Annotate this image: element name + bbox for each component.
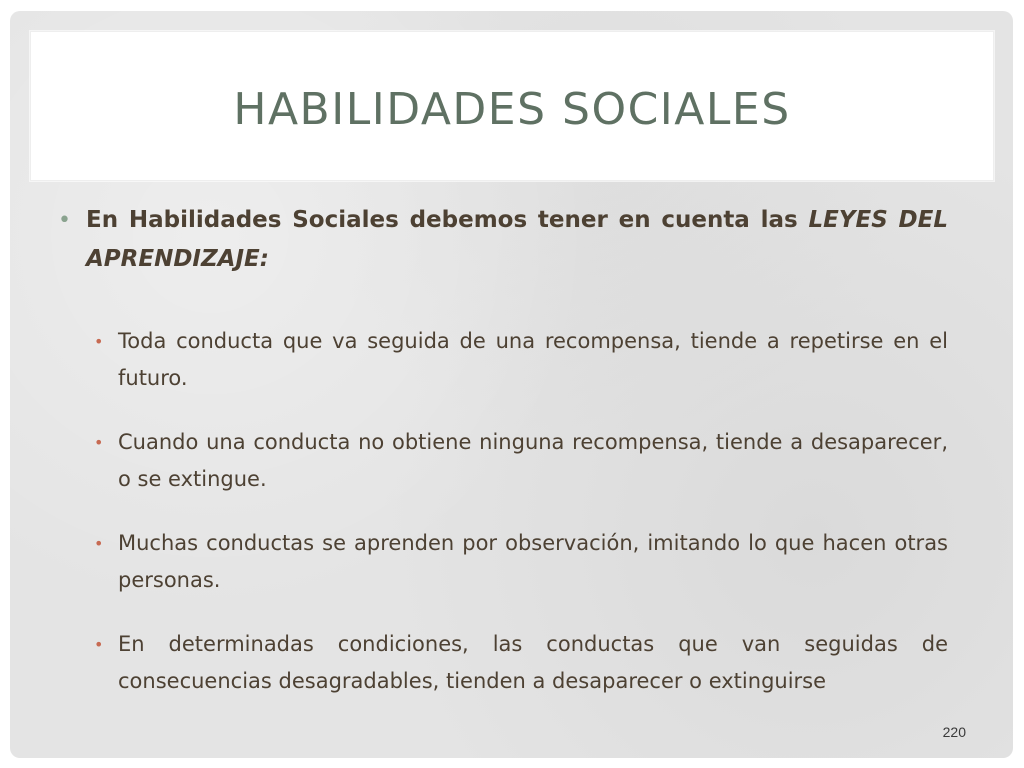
sub-point-text: Cuando una conducta no obtiene ninguna recompensa, tiende a desaparecer, o se extingue. (118, 430, 948, 491)
bullet-icon: • (94, 332, 104, 351)
sub-point-text: Muchas conductas se aprenden por observación, imitando lo que hacen otras personas. (118, 531, 948, 592)
slide-title: HABILIDADES SOCIALES (233, 83, 791, 135)
bullet-icon: • (58, 208, 71, 233)
sub-point-text: Toda conducta que va seguida de una recompensa, tiende a repetirse en el futuro. (118, 329, 948, 390)
sub-point (54, 525, 948, 599)
bullet-icon: • (94, 635, 104, 654)
sub-point (54, 626, 948, 700)
slide-content (54, 201, 948, 700)
bullet-icon: • (94, 534, 104, 553)
bullet-icon: • (94, 433, 104, 452)
page-number: 220 (942, 724, 966, 740)
sub-point-list (54, 323, 948, 700)
title-box (30, 31, 994, 181)
main-point (54, 201, 948, 279)
sub-point-text: En determinadas condiciones, las conductas que van seguidas de consecuencias desagradables, tienden a desaparecer o extinguirse (118, 632, 948, 693)
sub-point (54, 424, 948, 498)
slide (10, 11, 1013, 758)
main-point-emphasis: LEYES DEL APRENDIZAJE: (86, 207, 948, 272)
sub-point (54, 323, 948, 397)
main-point-text: En Habilidades Sociales debemos tener en cuenta las (86, 207, 798, 233)
